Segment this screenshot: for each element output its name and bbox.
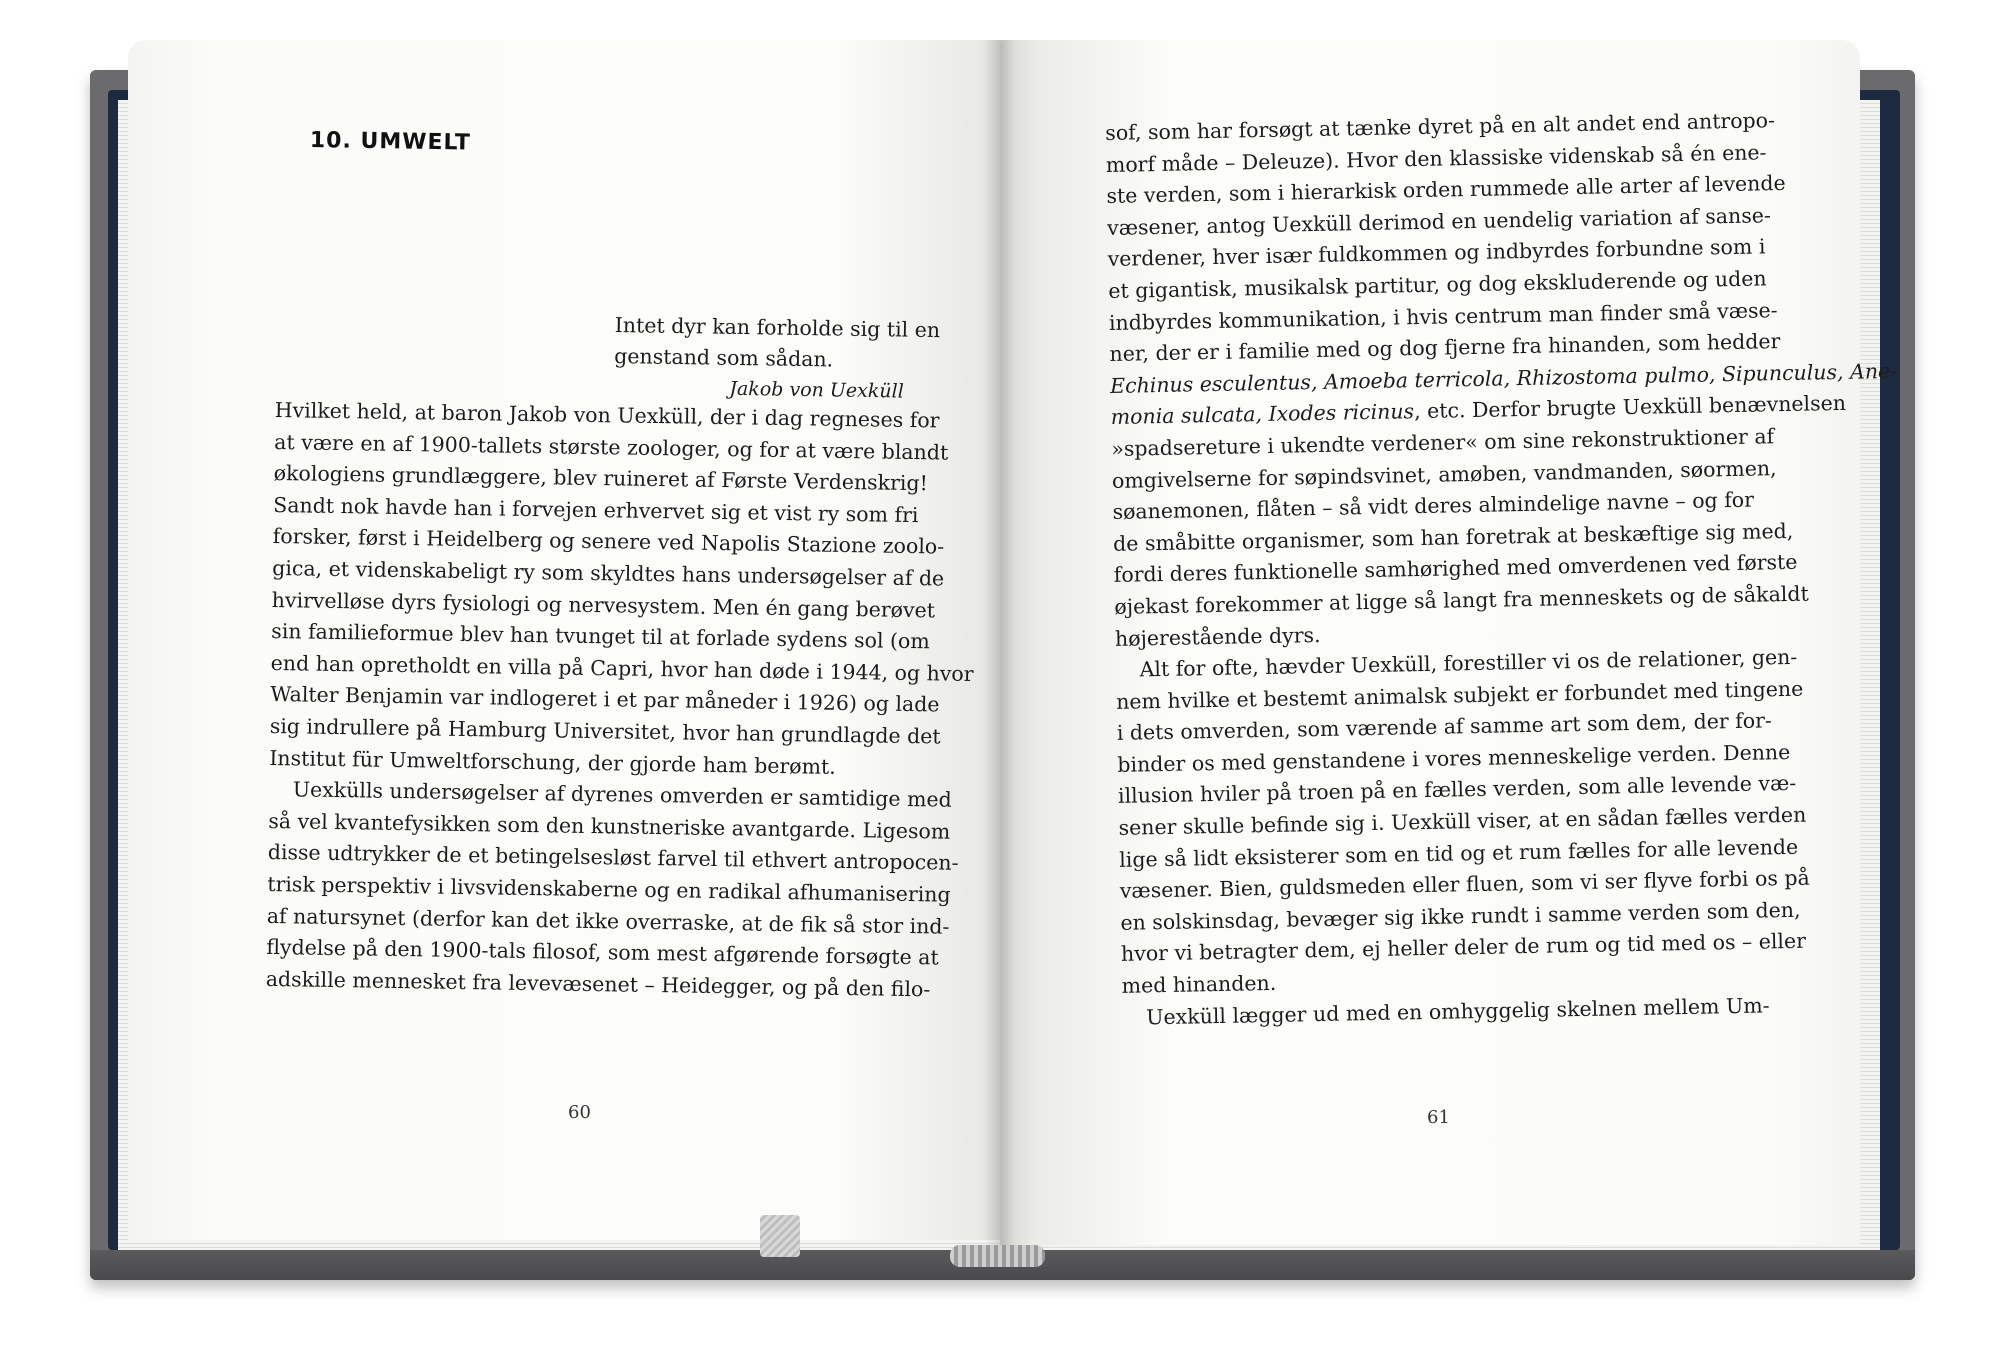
text-line: morf måde – Deleuze). Hvor den klassiske videnskab så én ene- — [1105, 139, 1767, 177]
text-line: sin familieformue blev han tvunget til at forlade sydens sol (om — [271, 619, 930, 654]
text-line: trisk perspektiv i livsvidenskaberne og en radikal afhumanisering — [267, 871, 951, 907]
bookmark-ribbon — [760, 1215, 800, 1257]
text-line: verdener, hver især fuldkommen og indbyrdes forbundne som i — [1107, 234, 1766, 272]
text-line: gica, et videnskabeligt ry som skyldtes hans undersøgelser af de — [272, 555, 945, 591]
epigraph-line: genstand som sådan. — [614, 343, 834, 372]
text-line: »spadsereture i ukendte verdener« om sine rekonstruktioner af — [1111, 424, 1775, 461]
book-gutter — [985, 40, 1015, 1255]
epigraph — [614, 310, 941, 408]
page-number-right: 61 — [1427, 1107, 1450, 1128]
text-line: øjekast forekommer at ligge så langt fra menneskets og de såkaldt — [1114, 581, 1809, 619]
text-line: disse udtrykker de et betingelsesløst farvel til ethvert antropocen- — [267, 840, 959, 876]
text-line: binder os med genstandene i vores menneskelige verden. Denne — [1117, 739, 1791, 777]
text-line: med hinanden. — [1121, 970, 1277, 998]
text-line: sof, som har forsøgt at tænke dyret på en alt andet end antropo- — [1105, 108, 1776, 145]
text-line: et gigantisk, musikalsk partitur, og dog ekskluderende og uden — [1108, 266, 1767, 303]
epigraph-line: Intet dyr kan forholde sig til en — [614, 312, 941, 343]
epigraph-attribution: Jakob von Uexküll — [729, 377, 904, 403]
text-line: Walter Benjamin var indlogeret i et par måneder i 1926) og lade — [270, 682, 940, 717]
text-line: Alt for ofte, hævder Uexküll, forestiller vi os de relationer, gen- — [1139, 644, 1798, 682]
text-line: af natursynet (derfor kan det ikke overraske, at de fik så stor ind- — [266, 903, 950, 939]
text-line: omgivelserne for søpindsvinet, amøben, vandmanden, søormen, — [1111, 455, 1777, 493]
text-line: søanemonen, flåten – så vidt deres almindelige navne – og for — [1112, 487, 1755, 525]
text-line: sener skulle befinde sig i. Uexküll viser, at en sådan fælles verden — [1118, 802, 1807, 840]
text-line: illusion hviler på troen på en fælles verden, som alle levende væ- — [1117, 771, 1797, 809]
text-line: Institut für Umweltforschung, der gjorde ham berømt. — [269, 745, 836, 779]
left-page-body — [265, 395, 974, 1005]
text-line: monia sulcata, Ixodes ricinus, etc. Derfor brugte Uexküll benævnelsen — [1110, 391, 1847, 430]
text-line: Uexkülls undersøgelser af dyrenes omverden er samtidige med — [292, 777, 952, 812]
text-line: hvor vi betragter dem, ej heller deler de rum og tid med os – eller — [1120, 929, 1807, 967]
text-line: Echinus esculentus, Amoeba terricola, Rhizostoma pulmo, Sipunculus, Ane- — [1109, 358, 1898, 398]
text-line: forsker, først i Heidelberg og senere ved Napolis Stazione zoolo- — [272, 524, 945, 559]
text-line: Sandt nok havde han i forvejen erhvervet sig et vist ry som fri — [273, 492, 919, 527]
chapter-title: 10. UMWELT — [309, 128, 472, 156]
text-line: ner, der er i familie med og dog fjerne fra hinanden, som hedder — [1109, 329, 1781, 367]
text-line: væsener. Bien, guldsmeden eller fluen, som vi ser flyve forbi os på — [1119, 865, 1810, 904]
text-line: i dets omverden, som værende af samme art som dem, der for- — [1116, 708, 1773, 746]
text-line: adskille mennesket fra levevæsenet – Heidegger, og på den filo- — [265, 966, 931, 1002]
text-line: de småbitte organismer, som han foretrak at beskæftige sig med, — [1112, 518, 1794, 556]
text-line: sig indrullere på Hamburg Universitet, hvor han grundlagde det — [269, 713, 941, 749]
text-line: væsener, antog Uexküll derimod en uendelig variation af sanse- — [1106, 203, 1772, 240]
text-line: Hvilket held, at baron Jakob von Uexküll, der i dag regneses for — [274, 397, 940, 433]
text-line: hvirvelløse dyrs fysiologi og nervesystem. Men én gang berøvet — [271, 587, 936, 622]
text-line: så vel kvantefysikken som den kunstneriske avantgarde. Ligesom — [268, 808, 951, 844]
text-line: end han opretholdt en villa på Capri, hvor han døde i 1944, og hvor — [270, 650, 974, 686]
right-page-body — [1105, 106, 1898, 1034]
text-line: en solskinsdag, bevæger sig ikke rundt i samme verden som den, — [1120, 897, 1801, 935]
text-line: at være en af 1900-tallets største zoologer, og for at være blandt — [274, 429, 949, 465]
text-line: Uexküll lægger ud med en omhyggelig skelnen mellem Um- — [1146, 993, 1770, 1029]
text-line: økologiens grundlæggere, blev ruineret af Første Verdenskrig! — [273, 461, 928, 496]
page-number-left: 60 — [568, 1102, 591, 1123]
text-line: nem hvilke et bestemt animalsk subjekt er forbundet med tingene — [1115, 676, 1804, 714]
text-line: lige så lidt eksisterer som en tid og et rum fælles for alle levende — [1119, 834, 1799, 872]
text-line: højerestående dyrs. — [1114, 622, 1321, 651]
text-line: indbyrdes kommunikation, i hvis centrum man finder små væse- — [1108, 297, 1778, 335]
text-line: ste verden, som i hierarkisk orden rummede alle arter af levende — [1106, 171, 1786, 209]
text-line: fordi deres funktionelle samhørighed med omverdenen ved første — [1113, 550, 1798, 588]
book-headband — [950, 1245, 1045, 1267]
text-line: flydelse på den 1900-tals filosof, som mest afgørende forsøgte at — [266, 935, 939, 970]
